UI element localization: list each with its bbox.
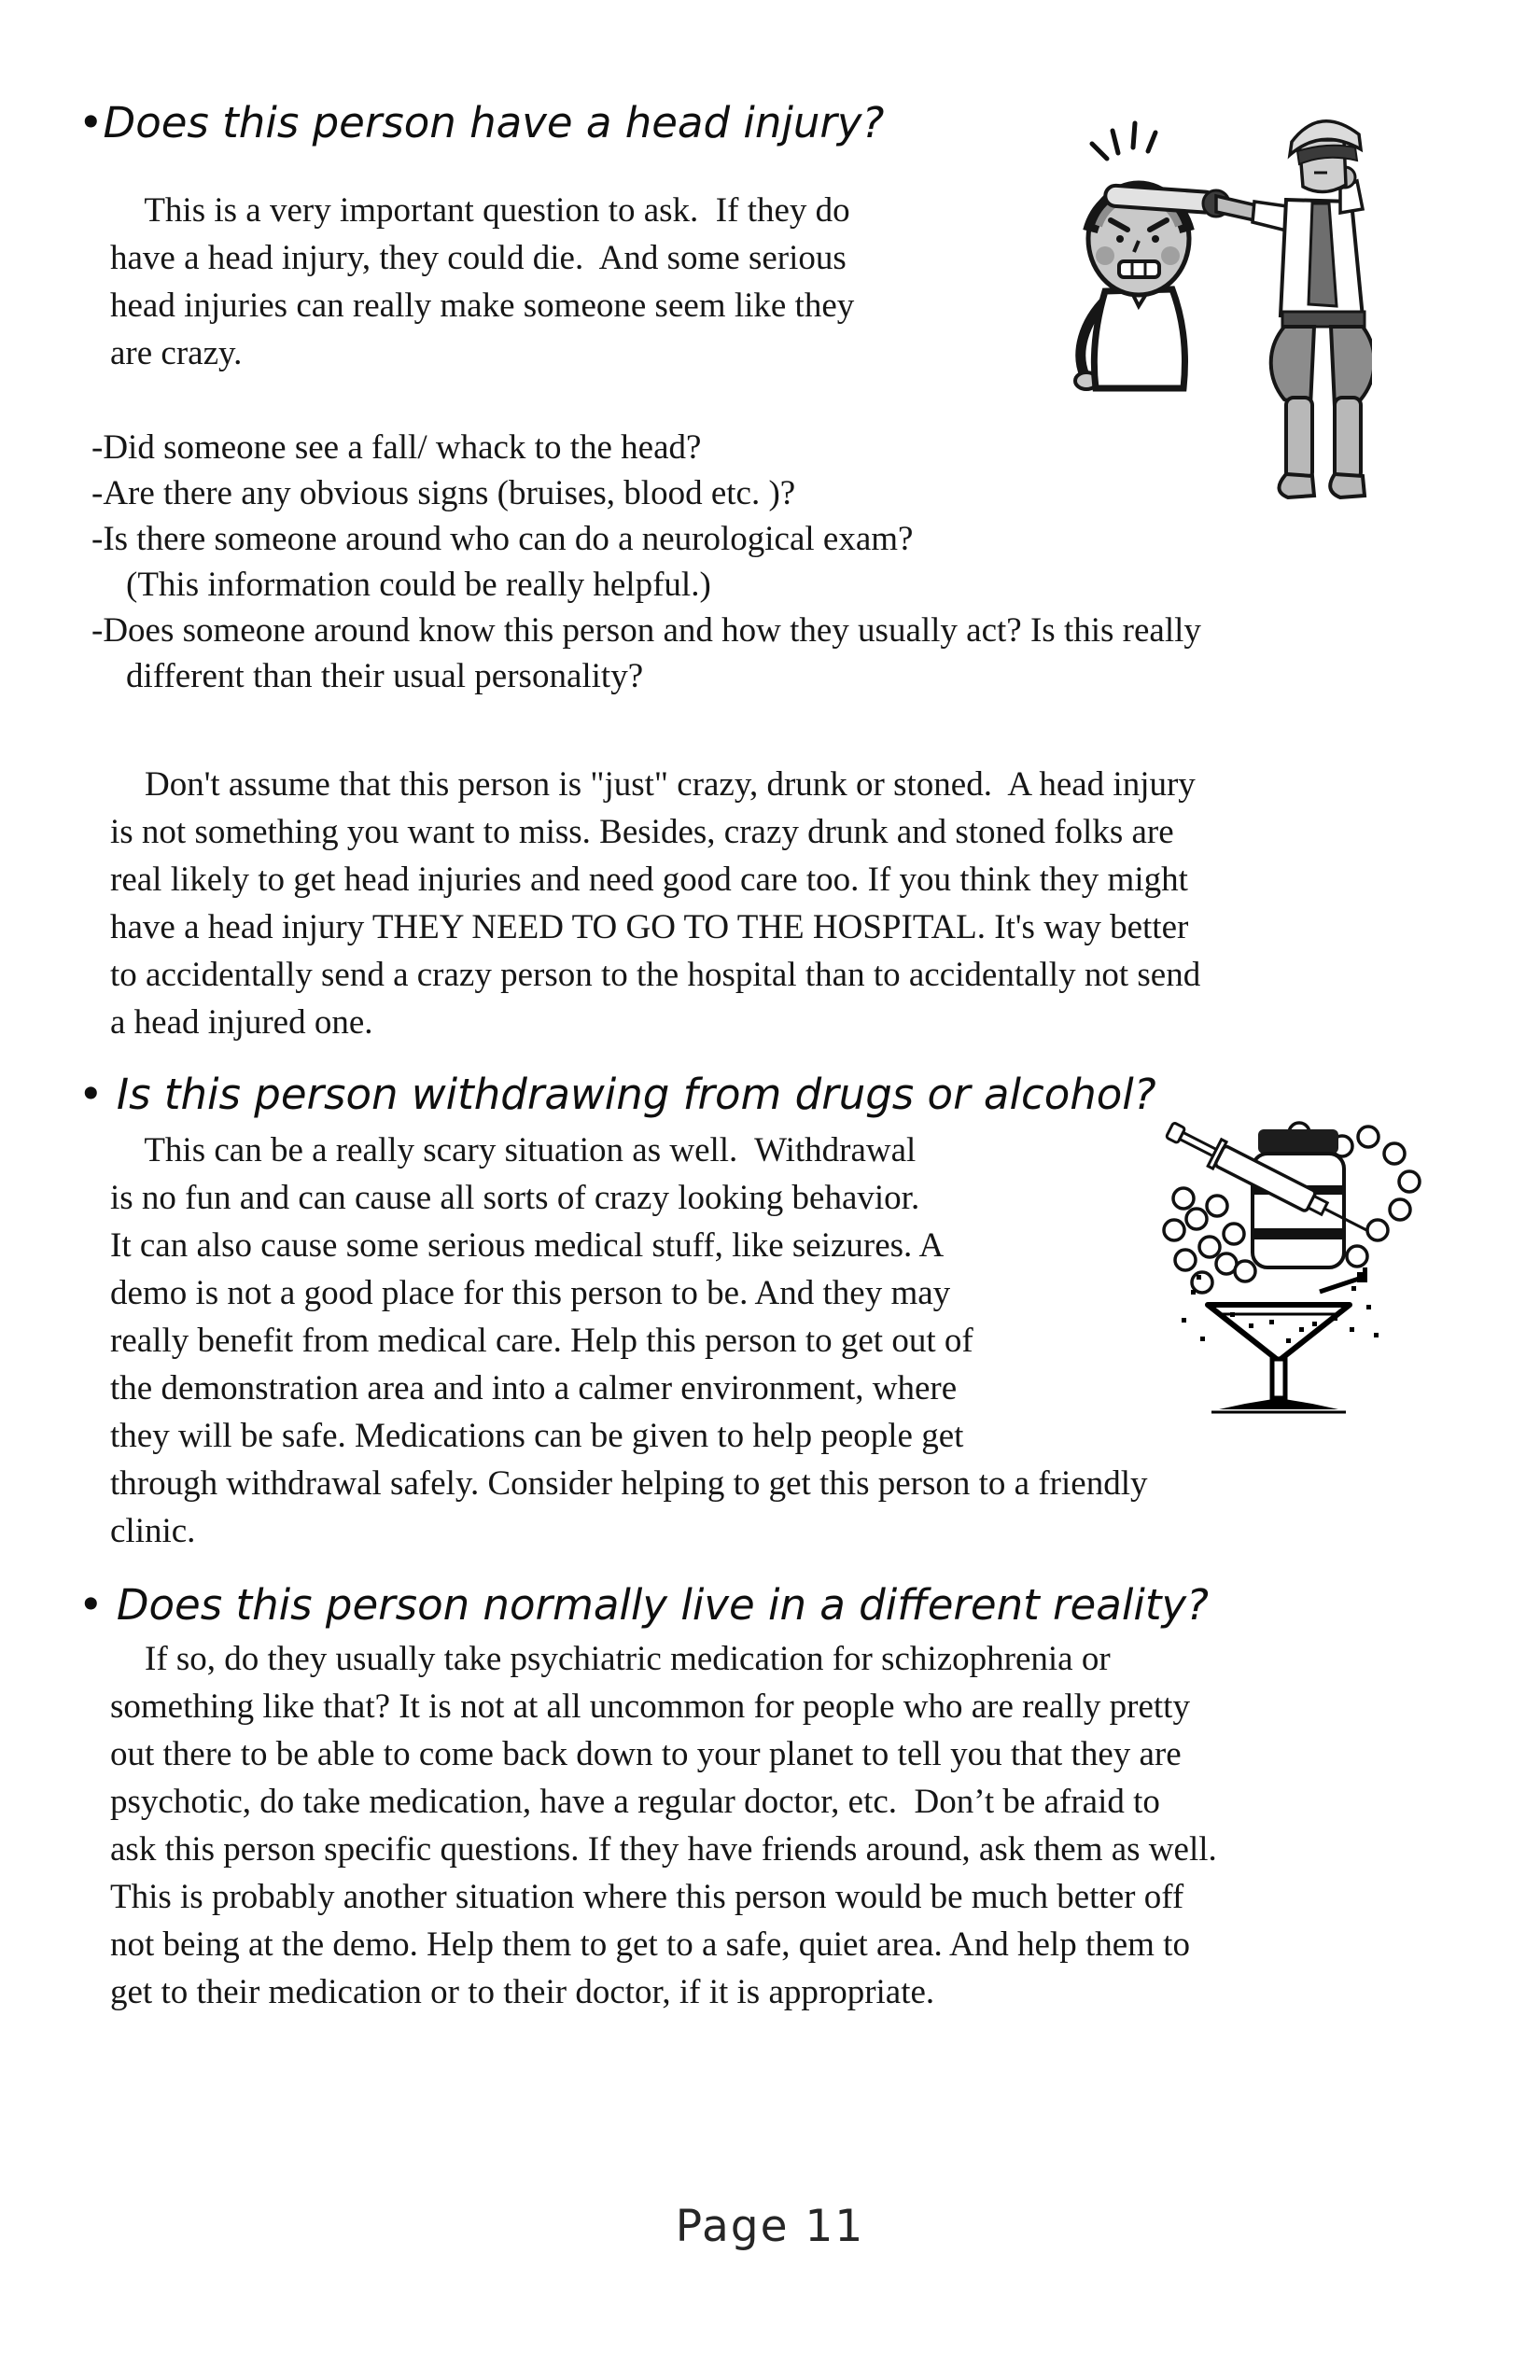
text-line: Don't assume that this person is "just" crazy, drunk or stoned. A head injury — [110, 765, 1196, 804]
section-heading: •Does this person have a head injury? — [78, 98, 885, 147]
text-line: -Is there someone around who can do a neurological exam? — [91, 520, 914, 558]
text-line: through withdrawal safely. Consider helping to get this person to a friendly — [110, 1464, 1148, 1503]
text-line: get to their medication or to their doctor, if it is appropriate. — [110, 1973, 935, 2011]
text-line: -Are there any obvious signs (bruises, blood etc. )? — [91, 474, 796, 512]
text-line: -Did someone see a fall/ whack to the head? — [91, 428, 702, 467]
paragraph — [110, 1127, 1540, 1555]
text-line: they will be safe. Medications can be given to help people get — [110, 1417, 964, 1455]
text-line: psychotic, do take medication, have a regular doctor, etc. Don’t be afraid to — [110, 1783, 1160, 1821]
assessment-checklist — [91, 425, 1540, 699]
paragraph — [110, 761, 1540, 1046]
text-line: If so, do they usually take psychiatric medication for schizophrenia or — [110, 1640, 1111, 1678]
text-line: is not something you want to miss. Besides, crazy drunk and stoned folks are — [110, 813, 1174, 851]
text-line: is no fun and can cause all sorts of crazy looking behavior. — [110, 1179, 920, 1217]
text-line: It can also cause some serious medical stuff, like seizures. A — [110, 1226, 945, 1265]
section-withdrawal — [0, 1069, 1540, 1555]
text-line: the demonstration area and into a calmer environment, where — [110, 1369, 958, 1407]
text-line: clinic. — [110, 1512, 196, 1550]
text-line: -Does someone around know this person and how they usually act? Is this really — [91, 611, 1201, 650]
text-line: different than their usual personality? — [91, 657, 644, 695]
text-line: ask this person specific questions. If they have friends around, ask them as well. — [110, 1830, 1217, 1869]
text-line: a head injured one. — [110, 1003, 373, 1042]
text-line: head injuries can really make someone seem like they — [110, 287, 855, 325]
section-heading: • Does this person normally live in a different reality? — [78, 1580, 1209, 1630]
text-line: something like that? It is not at all uncommon for people who are really pretty — [110, 1687, 1190, 1726]
section-different-reality — [0, 1579, 1540, 2016]
text-line: real likely to get head injuries and need good care too. If you think they might — [110, 861, 1188, 899]
text-line: have a head injury THEY NEED TO GO TO THE HOSPITAL. It's way better — [110, 908, 1189, 946]
text-line: not being at the demo. Help them to get to a safe, quiet area. And help them to — [110, 1925, 1190, 1964]
text-line: are crazy. — [110, 334, 243, 372]
text-line: This is probably another situation where this person would be much better off — [110, 1878, 1184, 1916]
paragraph — [110, 187, 1540, 377]
section-heading: • Is this person withdrawing from drugs or alcohol? — [78, 1070, 1156, 1119]
text-line: have a head injury, they could die. And some serious — [110, 239, 847, 277]
text-line: This can be a really scary situation as well. Withdrawal — [110, 1131, 917, 1169]
section-head-injury — [0, 97, 1540, 1046]
text-line: (This information could be really helpful.) — [91, 566, 711, 604]
text-line: out there to be able to come back down to your planet to tell you that they are — [110, 1735, 1182, 1773]
text-line: demo is not a good place for this person to be. And they may — [110, 1274, 951, 1312]
paragraph — [110, 1635, 1540, 2016]
text-line: This is a very important question to ask. If they do — [110, 191, 850, 230]
text-line: really benefit from medical care. Help this person to get out of — [110, 1322, 973, 1360]
page-number: Page 11 — [675, 2201, 865, 2252]
text-line: to accidentally send a crazy person to the hospital than to accidentally not send — [110, 956, 1201, 994]
